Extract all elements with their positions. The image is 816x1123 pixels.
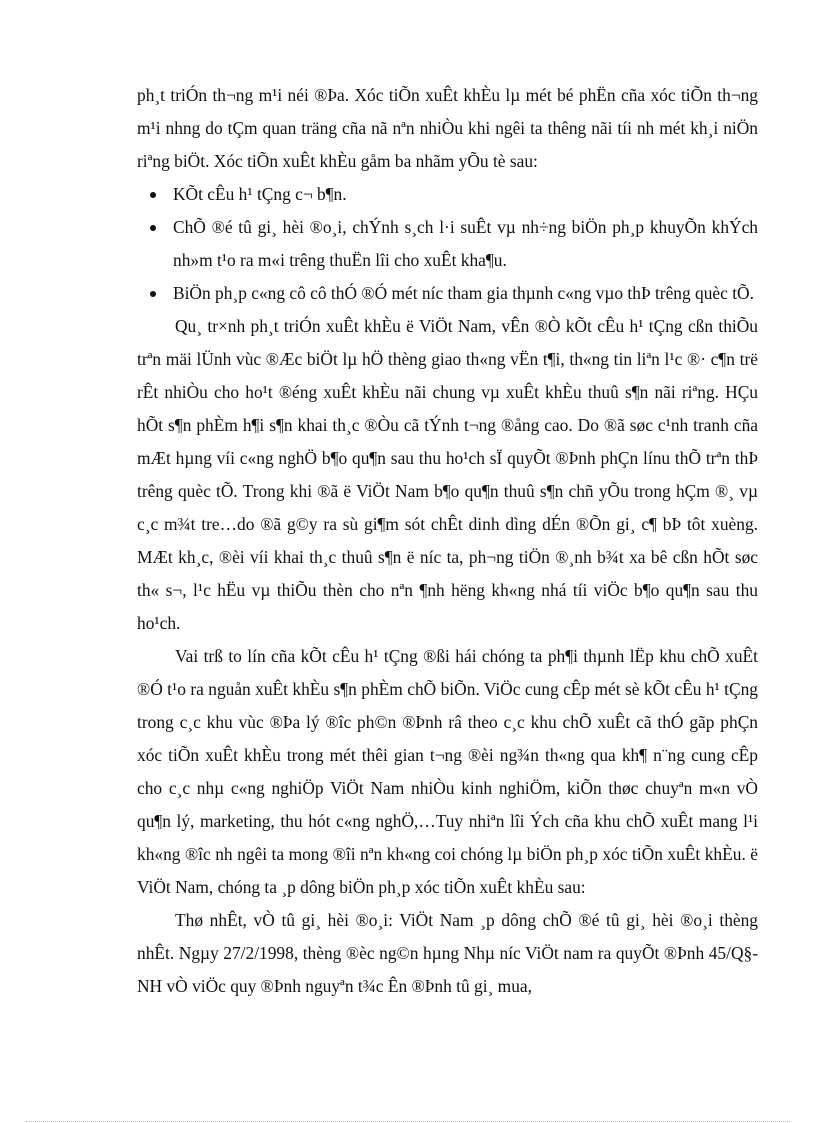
bullet-icon bbox=[150, 225, 156, 231]
paragraph-exchange-rate: Thø nhÊt, vÒ tû gi¸ hèi ®o¸i: ViÖt Nam ¸p dông chÕ ®é tû gi¸ hèi ®o¸i thèng nhÊt. Ngµy 27/2/1998, thèng ®èc ng©n hµng Nhµ níc ViÖt nam ra quyÕt ®Þnh 45/Q§-NH vÒ viÖc quy ®Þnh nguyªn t¾c Ên ®Þnh tû gi¸ mua, bbox=[137, 910, 758, 996]
bullet-item bbox=[137, 178, 758, 211]
bullet-icon bbox=[150, 291, 156, 297]
bullet-text: KÕt cÊu h¹ tÇng c¬ b¶n. bbox=[173, 184, 347, 204]
bullet-item bbox=[137, 277, 758, 310]
page-bottom-divider bbox=[26, 1121, 790, 1122]
bullet-icon bbox=[150, 192, 156, 198]
bullet-text: BiÖn ph¸p c«ng cô cô thÓ ®Ó mét níc tham gia thµnh c«ng vµo thÞ trêng quèc tÕ. bbox=[173, 283, 754, 303]
document-body bbox=[137, 79, 758, 1003]
paragraph-intro: ph¸t triÓn th¬ng m¹i néi ®Þa. Xóc tiÕn xuÊt khÈu lµ mét bé phËn cña xóc tiÕn th¬ng m¹i nhng do tÇm quan träng cña nã nªn nhiÒu khi ngêi ta thêng nãi tíi nh mét kh¸i niÖn riªng biÖt. Xóc tiÕn xuÊt khÈu gåm ba nhãm yÕu tè sau: bbox=[137, 85, 758, 171]
bullet-item bbox=[137, 211, 758, 277]
bullet-text: ChÕ ®é tû gi¸ hèi ®o¸i, chÝnh s¸ch l·i suÊt vµ nh÷ng biÖn ph¸p khuyÕn khÝch nh»m t¹o ra m«i trêng thuËn lîi cho xuÊt kha¶u. bbox=[173, 217, 758, 270]
paragraph-infrastructure: Qu¸ tr×nh ph¸t triÓn xuÊt khÈu ë ViÖt Nam, vÊn ®Ò kÕt cÊu h¹ tÇng cßn thiÕu trªn mäi lÜnh vùc ®Æc biÖt lµ hÖ thèng giao th«ng vËn t¶i, th«ng tin liªn l¹c ®· c¶n trë rÊt nhiÒu cho ho¹t ®éng xuÊt khÈu nãi chung vµ xuÊt khÈu thuû s¶n nãi riªng. HÇu hÕt s¶n phÈm h¶i s¶n khai th¸c ®Òu cã tÝnh t¬ng ®ång cao. Do ®ã søc c¹nh tranh cña mÆt hµng víi c«ng nghÖ b¶o qu¶n sau thu ho¹ch sÏ quyÕt ®Þnh phÇn línu thÕ trªn thÞ trêng quèc tÕ. Trong khi ®ã ë ViÖt Nam b¶o qu¶n thuû s¶n chñ yÕu trong hÇm ®¸ vµ c¸c m¾t tre…do ®ã g©y ra sù gi¶m sót chÊt dinh dìng dÉn ®Õn gi¸ c¶ bÞ tôt xuèng. MÆt kh¸c, ®èi víi khai th¸c thuû s¶n ë níc ta, ph¬ng tiÖn ®¸nh b¾t xa bê cßn hÕt søc th« s¬, l¹c hËu vµ thiÕu thèn cho nªn ¶nh hëng kh«ng nhá tíi viÖc b¶o qu¶n sau thu ho¹ch. bbox=[137, 316, 758, 633]
paragraph-export-zones: Vai trß to lín cña kÕt cÊu h¹ tÇng ®ßi hái chóng ta ph¶i thµnh lËp khu chÕ xuÊt ®Ó t¹o ra nguån xuÊt khÈu s¶n phÈm chÕ biÕn. ViÖc cung cÊp mét sè kÕt cÊu h¹ tÇng trong c¸c khu vùc ®Þa lý ®îc ph©n ®Þnh râ theo c¸c khu chÕ xuÊt cã thÓ gãp phÇn xóc tiÕn xuÊt khÈu trong mét thêi gian t¬ng ®èi ng¾n th«ng qua kh¶ n¨ng cung cÊp cho c¸c nhµ c«ng nghiÖp ViÖt Nam nhiÒu kinh nghiÖm, kiÕn thøc chuyªn m«n vÒ qu¶n lý, marketing, thu hót c«ng nghÖ,…Tuy nhiªn lîi Ých cña khu chÕ xuÊt mang l¹i kh«ng ®îc nh ngêi ta mong ®îi nªn kh«ng coi chóng lµ biÖn ph¸p xóc tiÕn xuÊt khÈu. ë ViÖt Nam, chóng ta ¸p dông biÖn ph¸p xóc tiÕn xuÊt khÈu sau: bbox=[137, 646, 758, 897]
bullet-list bbox=[137, 178, 758, 310]
